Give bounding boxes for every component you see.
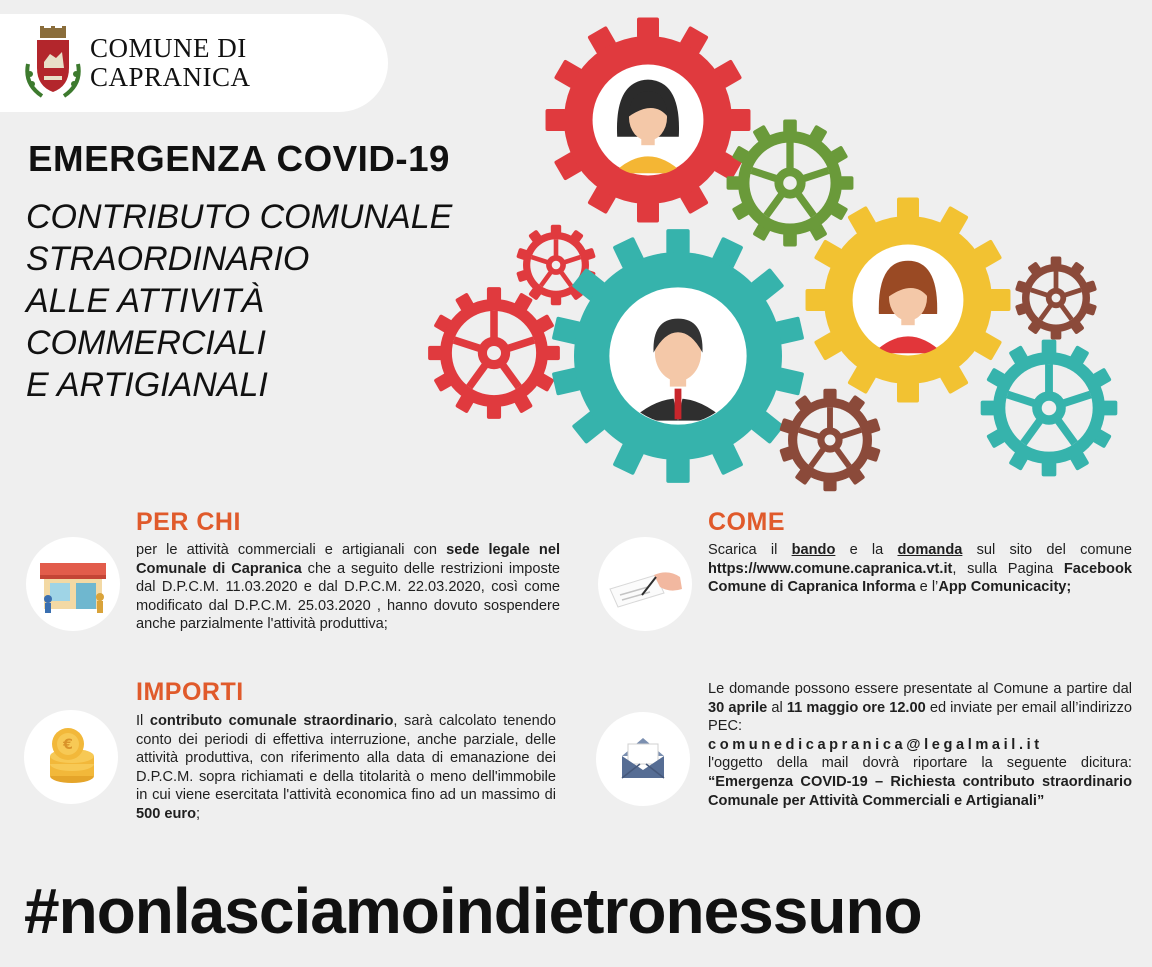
per-chi-heading: PER CHI [136, 508, 241, 536]
main-title: EMERGENZA COVID-19 [28, 138, 450, 179]
app-name: App Comunicacity; [938, 579, 1072, 596]
text-span: al [767, 699, 787, 716]
text-span: l'oggetto della mail dovrà riportare la seguente dicitura: [708, 755, 1132, 772]
bold-span: 11 maggio ore 12.00 [786, 699, 926, 716]
text-span: sul sito del comune [962, 542, 1132, 558]
text-span: ; [196, 805, 201, 822]
text-span: Scarica il [708, 542, 792, 558]
pec-email-link[interactable]: comunedicapranica@legalmail.it [708, 736, 1043, 753]
importi-text [136, 712, 556, 824]
comune-name-line1: COMUNE DI [90, 33, 247, 63]
text-span: che a seguito delle restrizioni imposte dal D.P.C.M. 11.03.2020 e dal D.P.C.M. 22.03.2020, così come modificato dal D.P.C.M. 25.03.2020 , hanno dovuto sospendere anche parzialmente l'attività produttiva; [136, 560, 560, 633]
text-span: Il [136, 713, 150, 729]
domande-text [708, 680, 1132, 810]
envelope-icon [596, 712, 690, 806]
bold-span: 30 aprile [708, 699, 768, 716]
importi-heading: IMPORTI [136, 678, 244, 706]
bold-span: sede legale nel Comunale di Capranica [136, 542, 560, 577]
per-chi-text [136, 541, 560, 634]
comune-name-line2: CAPRANICA [90, 62, 251, 92]
text-span: Le domande possono essere presentate al Comune a partire dal [708, 681, 1132, 697]
small-brown-gear [1015, 257, 1097, 340]
domanda-link[interactable]: domanda [897, 542, 963, 558]
come-heading: COME [708, 508, 785, 536]
website-link[interactable]: https://www.comune.capranica.vt.it [708, 560, 953, 577]
shop-icon [26, 537, 120, 631]
brown-gear [779, 389, 881, 491]
signing-document-icon [598, 537, 692, 631]
subtitle-line: COMMERCIALI [26, 324, 266, 362]
subtitle-line: STRAORDINARIO [26, 240, 310, 278]
hashtag: #nonlasciamoindietronessuno [24, 875, 922, 947]
subtitle-line: ALLE ATTIVITÀ [26, 282, 265, 320]
gears-illustration [420, 0, 1152, 500]
text-span: , sarà calcolato tenendo conto dei periodi di effettiva interruzione, anche parziale, delle attività produttiva, con riferimento alla data di emanazione dei D.P.C.M. sopra richiamati e della titolarità o meno dell'immobile in cui viene esercitata l'attività economica fino ad un massimo di [136, 713, 556, 804]
bold-span: “Emergenza COVID-19 – Richiesta contributo straordinario Comunale per Attività Commerciali e Artigianali” [708, 773, 1132, 809]
text-span: per le attività commerciali e artigianali con [136, 542, 447, 558]
comune-name [90, 34, 251, 92]
bold-span: contributo comunale straordinario [149, 713, 394, 729]
text-span: e la [835, 542, 898, 558]
text-span: ed inviate per email all’indirizzo PEC: [708, 699, 1133, 735]
red-spoke-gear [428, 287, 560, 419]
svg-text:€: € [63, 737, 73, 753]
coat-of-arms-icon [22, 24, 84, 100]
subtitle-line: E ARTIGIANALI [26, 366, 268, 404]
come-text [708, 541, 1132, 597]
text-span: , sulla Pagina [952, 560, 1064, 577]
coins-icon-background [24, 710, 118, 804]
coins-icon [24, 710, 118, 804]
signing-icon-background [598, 537, 692, 631]
facebook-page: Facebook Comune di Capranica Informa [708, 560, 1132, 596]
envelope-icon-background [596, 712, 690, 806]
bold-span: 500 euro [136, 805, 197, 822]
text-span: e l’ [915, 579, 939, 596]
shop-icon-background [26, 537, 120, 631]
bando-link[interactable]: bando [791, 542, 836, 558]
subtitle-line: CONTRIBUTO COMUNALE [26, 198, 453, 236]
teal-spoke-gear [981, 340, 1118, 477]
green-gear [727, 120, 854, 247]
subtitle [26, 196, 452, 406]
